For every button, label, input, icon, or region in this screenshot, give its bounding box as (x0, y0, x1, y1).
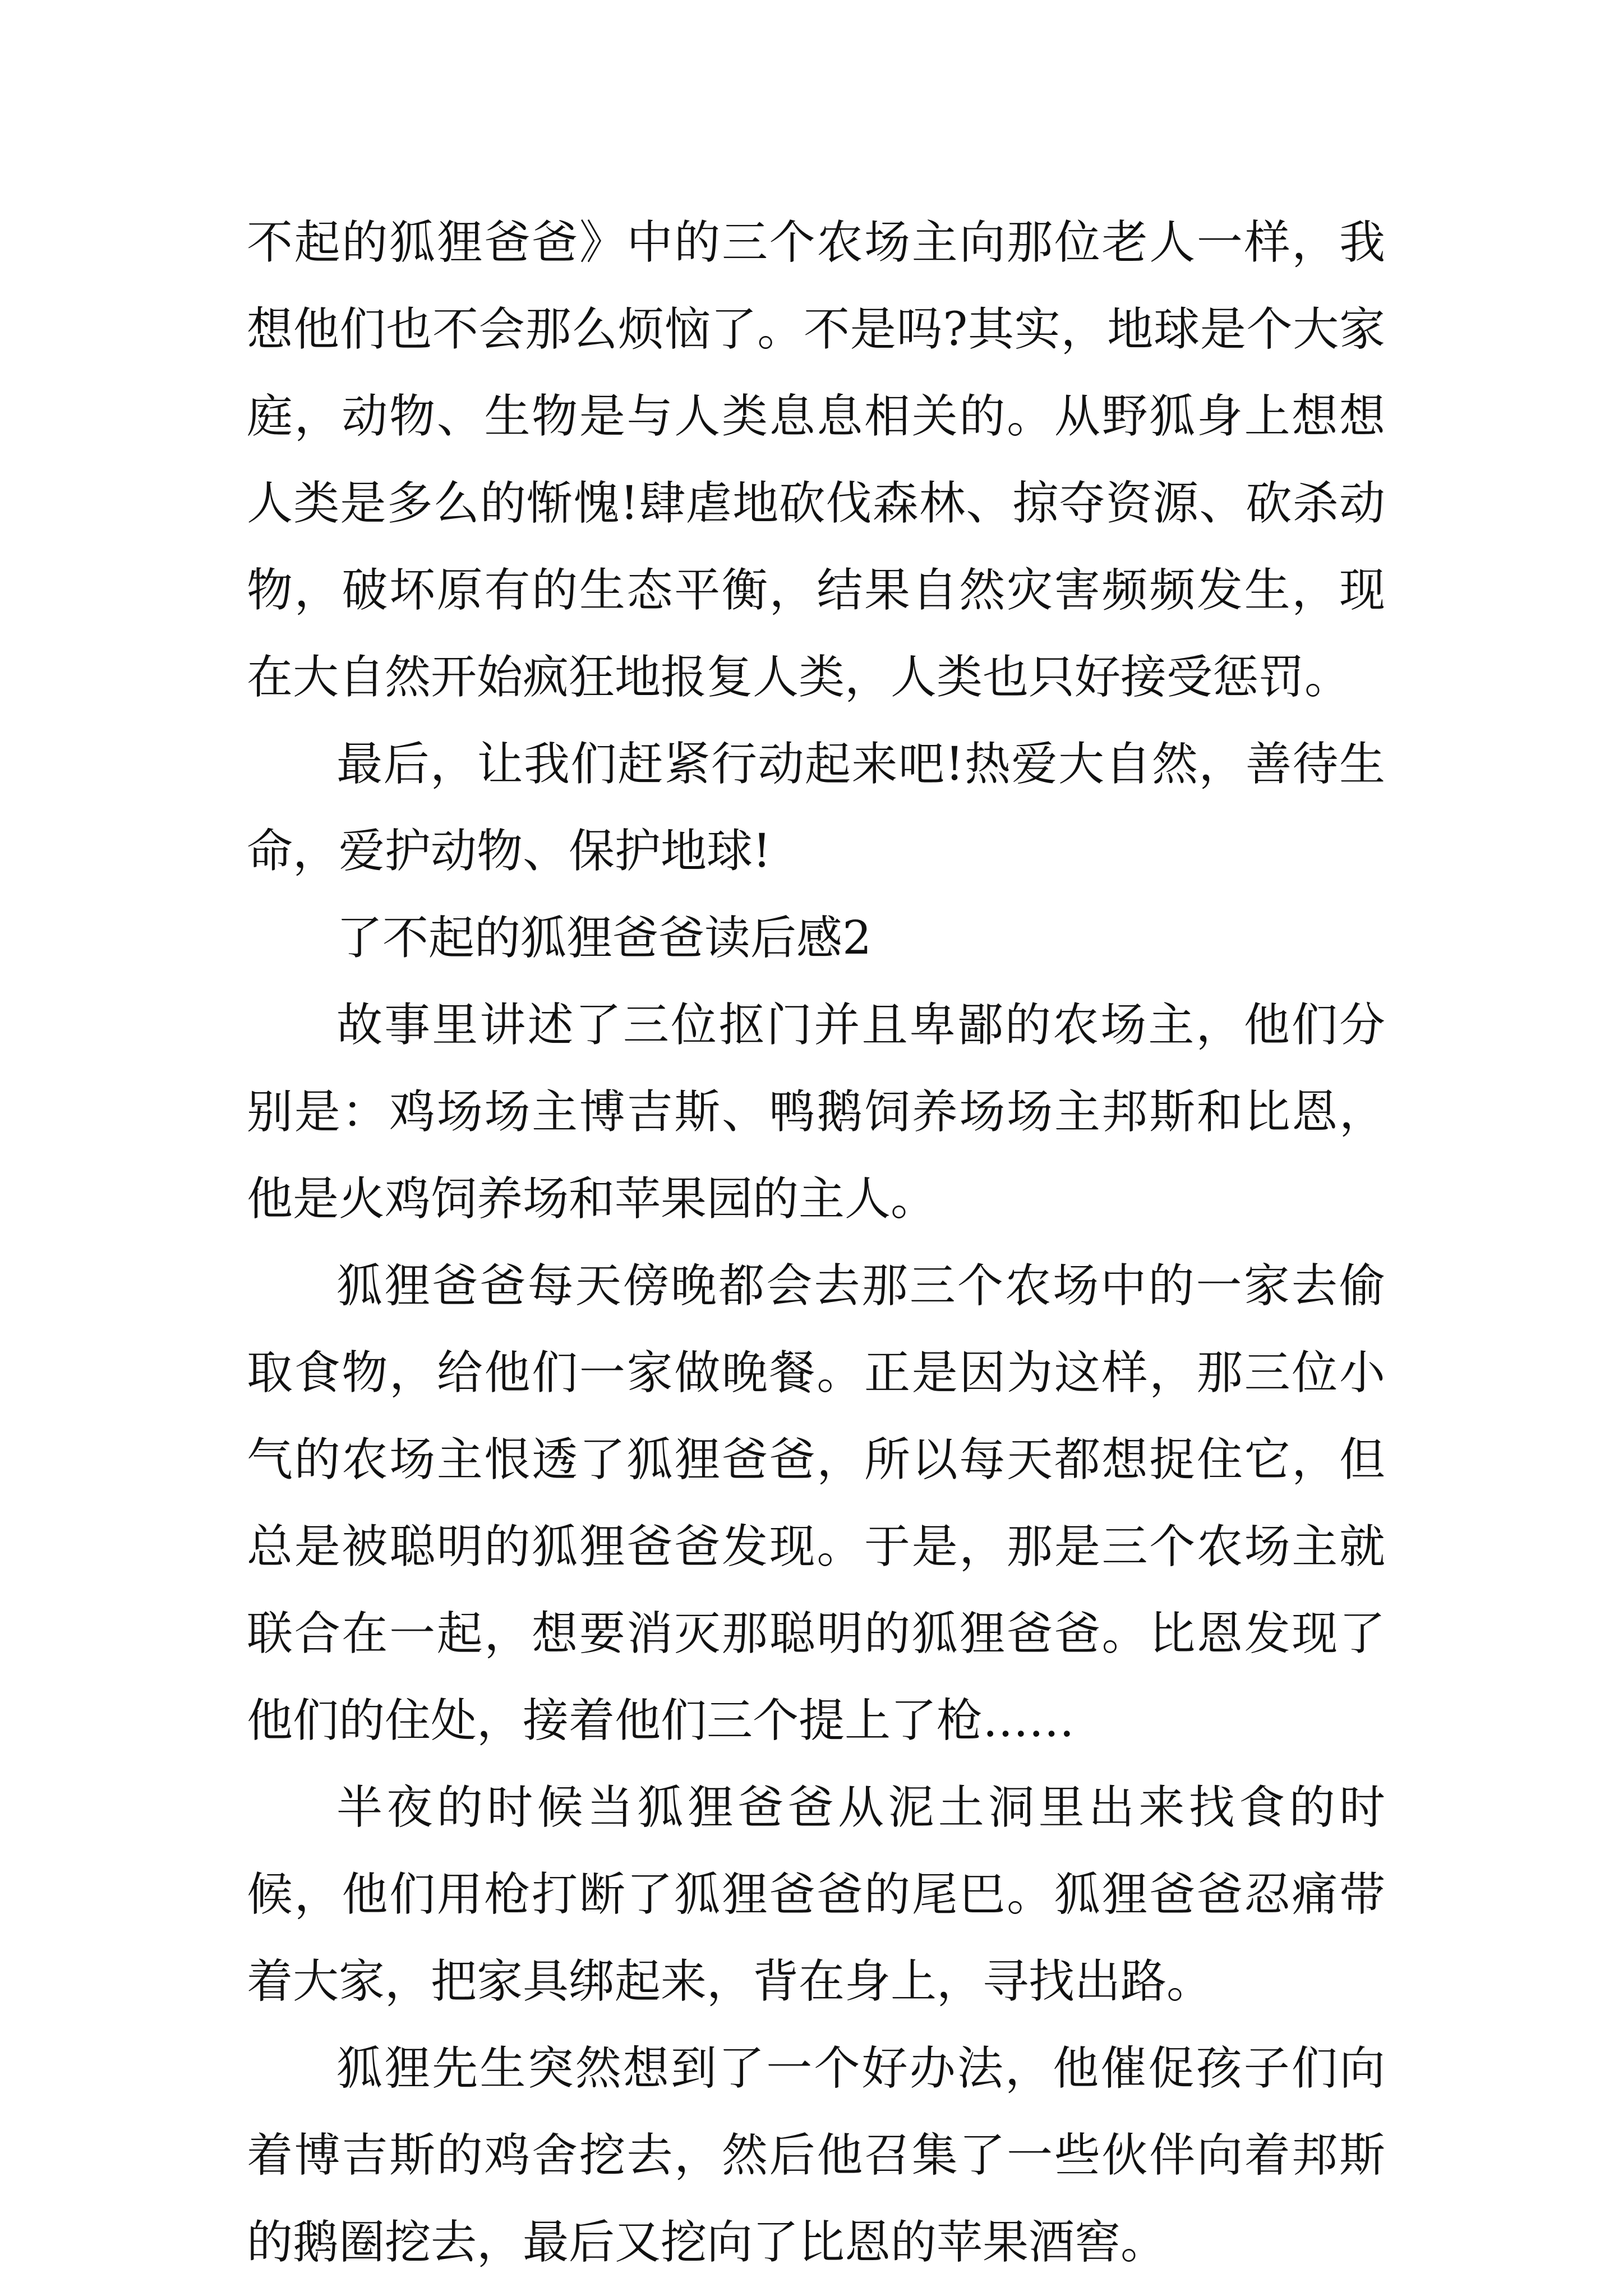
paragraph-5: 半夜的时候当狐狸爸爸从泥土洞里出来找食的时候，他们用枪打断了狐狸爸爸的尾巴。狐狸爸爸忍痛带着大家，把家具绑起来，背在身上，寻找出路。 (247, 1781, 1385, 2008)
paragraph-4: 狐狸爸爸每天傍晚都会去那三个农场中的一家去偷取食物，给他们一家做晚餐。正是因为这样，那三位小气的农场主恨透了狐狸爸爸，所以每天都想捉住它，但总是被聪明的狐狸爸爸发现。于是，那是三个农场主就联合在一起，想要消灭那聪明的狐狸爸爸。比恩发现了他们的住处，接着他们三个提上了枪…… (247, 1259, 1385, 1747)
paragraph-2: 最后，让我们赶紧行动起来吧!热爱大自然，善待生命，爱护动物、保护地球! (247, 738, 1385, 878)
paragraph-3: 故事里讲述了三位抠门并且卑鄙的农场主，他们分别是：鸡场场主博吉斯、鸭鹅饲养场场主邦斯和比恩，他是火鸡饲养场和苹果园的主人。 (247, 999, 1385, 1226)
document-body (247, 199, 1385, 2286)
paragraph-1: 不起的狐狸爸爸》中的三个农场主向那位老人一样，我想他们也不会那么烦恼了。不是吗?其实，地球是个大家庭，动物、生物是与人类息息相关的。从野狐身上想想人类是多么的惭愧!肆虐地砍伐森林、掠夺资源、砍杀动物，破坏原有的生态平衡，结果自然灾害频频发生，现在大自然开始疯狂地报复人类，人类也只好接受惩罚。 (247, 216, 1385, 704)
paragraph-6: 狐狸先生突然想到了一个好办法，他催促孩子们向着博吉斯的鸡舍挖去，然后他召集了一些伙伴向着邦斯的鹅圈挖去，最后又挖向了比恩的苹果酒窖。 (247, 2042, 1385, 2269)
section-title: 了不起的狐狸爸爸读后感2 (336, 912, 872, 965)
